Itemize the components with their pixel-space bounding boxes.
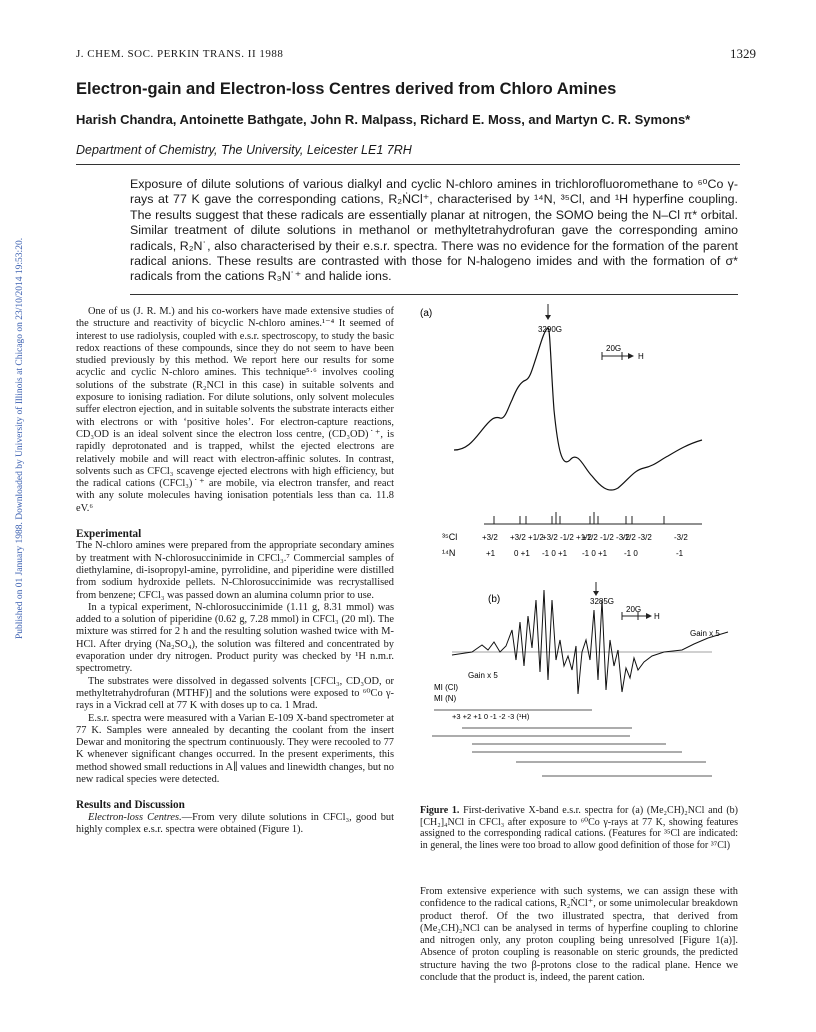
intro-paragraph: One of us (J. R. M.) and his co-workers have made extensive studies of the structure and reactivity of bicyclic N-chloro amines.¹⁻⁴ It seemed of interest to use radiolysis, coupled with e.s.r. spectroscopy, to study the basic redox reactions of these compounds, since they do not seem to have been studied previously by this method. We report here our results for some acyclic and cyclic N-chloro amines. This technique⁵·⁶ involves cooling solutions of the substrate (R₂NCl in this case) in suitable solvents and exposure to ionising radiation. For dilute solutions, only solvent molecules suffer electron ejection, and in suitable solvents the substrate interacts either with electrons or with ‘positive holes’. For electron-capture reactions, CD₃OD is an ideal solvent since the electron loss centre, (CD₃OD)˙⁺, is rapidly deprotonated and is trapped, whilst the ejected electrons are relatively mobile and will react with electron-affinic solutes. In contrast, solvents such as CFCl₃ scavenge ejected electrons with high efficiency, but the radical cations (CFCl₃)˙⁺ are mobile, via electron transfer, and react with any solute molecules having ionisation potentials less than ca. 11.8 eV.⁶	[76, 306, 394, 514]
experimental-paragraph-4: E.s.r. spectra were measured with a Varian E-109 X-band spectrometer at 77 K. Samples were annealed by decanting the coolant from the insert Dewar and monitoring the spectrum continuously. They were recooled to 77 K whenever significant changes occurred. In the present experiments, this method showed small reductions in A∥ values and linewidth changes, but no new radical species were detected.	[76, 712, 394, 785]
affiliation: Department of Chemistry, The University, Leicester LE1 7RH	[76, 143, 412, 157]
results-paragraph-1	[76, 812, 394, 837]
experimental-heading: Experimental	[76, 528, 142, 541]
cl-value: +3/2 -1/2 +1/2	[542, 533, 592, 542]
header-divider	[76, 164, 740, 165]
caption-label: Figure 1.	[420, 805, 460, 816]
panel-a-label: (a)	[420, 308, 433, 319]
gain-left: Gain x 5	[468, 671, 498, 680]
panel-a-field: 3290G	[537, 325, 563, 334]
cl-value: +1/2 -1/2 -3/2	[582, 533, 630, 542]
experimental-paragraph-1: The N-chloro amines were prepared from the appropriate secondary amines by treatment with N-chlorosuccinimide in CFCl₃.⁷ Commercial samples of diethylamine, di-isopropyl-amine, pyrrolidine, and piperidine were distilled from sodium hydroxide pellets. N-Chlorosuccinimide was recrystallised from benzene; CFCl₃ was passed down an alumina column prior to use.	[76, 540, 394, 601]
cl35-label: ³⁵Cl	[442, 532, 458, 542]
right-column-paragraph: From extensive experience with such systems, we can assign these with confidence to the radical cations, R₂ṄCl⁺, or some unimolecular breakdown product therof. Of the two illustrated spectra, that derived from (Me₂CH)₂NCl can be analysed in terms of hyperfine coupling to chlorine and nitrogen only, any proton coupling being unresolved [Figure 1(a)]. Absence of proton coupling is reasonable on steric grounds, the predicted structure having the two β-protons close to the radical plane. Hence we conclude that the product is, indeed, the parent cation.	[420, 886, 738, 984]
gain-right: Gain x 5	[690, 629, 720, 638]
mi-n-label: MI (N)	[434, 694, 457, 703]
n-value: +1	[486, 549, 496, 558]
cl-value: -3/2	[674, 533, 688, 542]
cl-value: -1/2 -3/2	[622, 533, 652, 542]
n-value: -1	[676, 549, 684, 558]
panel-a-h: H	[638, 352, 644, 361]
article-title: Electron-gain and Electron-loss Centres derived from Chloro Amines	[76, 80, 617, 98]
panel-a-scale: 20G	[606, 344, 622, 353]
abstract-divider	[130, 294, 738, 295]
page-number: 1329	[730, 46, 756, 61]
download-notice-text: Published on 01 January 1988. Downloaded by University of Illinois at Chicago on 23/10/2014 19:53:20.	[15, 237, 25, 639]
stick-lines-a	[494, 512, 664, 524]
caption-text: First-derivative X-band e.s.r. spectra for (a) (Me₂CH)₂NCl and (b) [CH₂]₄NCl in CFCl₃ after exposure to ⁶⁰Co γ-rays at 77 K, showing features assigned to the corresponding radical cations. (Features for ³⁵Cl are indicated: in general, the lines were too broad to allow good definition of those for ³⁷Cl)	[420, 805, 738, 851]
n-value: -1 0 +1	[542, 549, 568, 558]
abstract: Exposure of dilute solutions of various dialkyl and cyclic N-chloro amines in trichlorofluoromethane to ⁶⁰Co γ-rays at 77 K gave the corresponding cations, R₂ṄCl⁺, characterised by ¹⁴N, ³⁵Cl, and ¹H hyperfine coupling. The results suggest that these radicals are essentially planar at nitrogen, the SOMO being the N–Cl π* orbital. Similar treatment of dilute solutions in methanol or methyltetrahydrofuran gave the corresponding amino radicals, R₂N˙, also characterised by their e.s.r. spectra. There was no evidence for the formation of the parent radical anions. These results are contrasted with those for N-halogeno imides and with the formation of σ* radicals from the cations R₃N˙⁺ and halide ions.	[130, 177, 738, 284]
experimental-paragraph-3: The substrates were dissolved in degassed solvents [CFCl₃, CD₃OD, or methyltetrahydrofuran (MTHF)] and the solutions were exposed to ⁶⁰Co γ-rays in a Vickrad cell at 77 K with doses up to ca. 1 Mrad.	[76, 675, 394, 712]
figure-caption	[420, 805, 738, 851]
figure-1-spectra	[412, 300, 742, 800]
n-value-row	[486, 549, 684, 558]
h-values: +3 +2 +1 0 -1 -2 -3 (¹H)	[452, 712, 530, 721]
journal-header: J. CHEM. SOC. PERKIN TRANS. II 1988	[76, 48, 284, 60]
cl-value-row	[482, 533, 688, 542]
panel-b-label: (b)	[488, 594, 501, 605]
cl-value: +3/2 +1/2	[510, 533, 544, 542]
experimental-paragraph-2: In a typical experiment, N-chlorosuccinimide (1.11 g, 8.31 mmol) was added to a solution of piperidine (0.62 g, 7.28 mmol) in CFCl₃ (20 ml). The mixture was stirred for 2 h and the resulting solution washed twice with M-HCl. After drying (Na₂SO₄), the solution was filtered and concentrated by evaporation under dry nitrogen. Product purity was checked by ¹H n.m.r. spectrometry.	[76, 601, 394, 675]
panel-b-h: H	[654, 612, 660, 621]
results-heading: Results and Discussion	[76, 799, 185, 812]
panel-b-scale: 20G	[626, 605, 642, 614]
spectrum-a-trace	[454, 328, 702, 490]
download-notice	[3, 120, 25, 640]
results-text: —From very dilute solutions in CFCl₃, good but highly complex e.s.r. spectra were obtained (Figure 1).	[76, 811, 394, 835]
n-value: -1 0	[624, 549, 638, 558]
n14-label: ¹⁴N	[442, 548, 456, 558]
right-column	[420, 886, 738, 984]
left-column	[76, 306, 394, 836]
field-arrow-head-a	[545, 315, 551, 320]
n-value: -1 0 +1	[582, 549, 608, 558]
cl-value: +3/2	[482, 533, 498, 542]
mi-cl-label: MI (Cl)	[434, 683, 458, 692]
author-list: Harish Chandra, Antoinette Bathgate, John R. Malpass, Richard E. Moss, and Martyn C. R. Symons*	[76, 112, 691, 127]
results-label: Electron-loss Centres.	[88, 811, 182, 823]
n-value: 0 +1	[514, 549, 530, 558]
panel-b-field: 3285G	[590, 597, 615, 606]
